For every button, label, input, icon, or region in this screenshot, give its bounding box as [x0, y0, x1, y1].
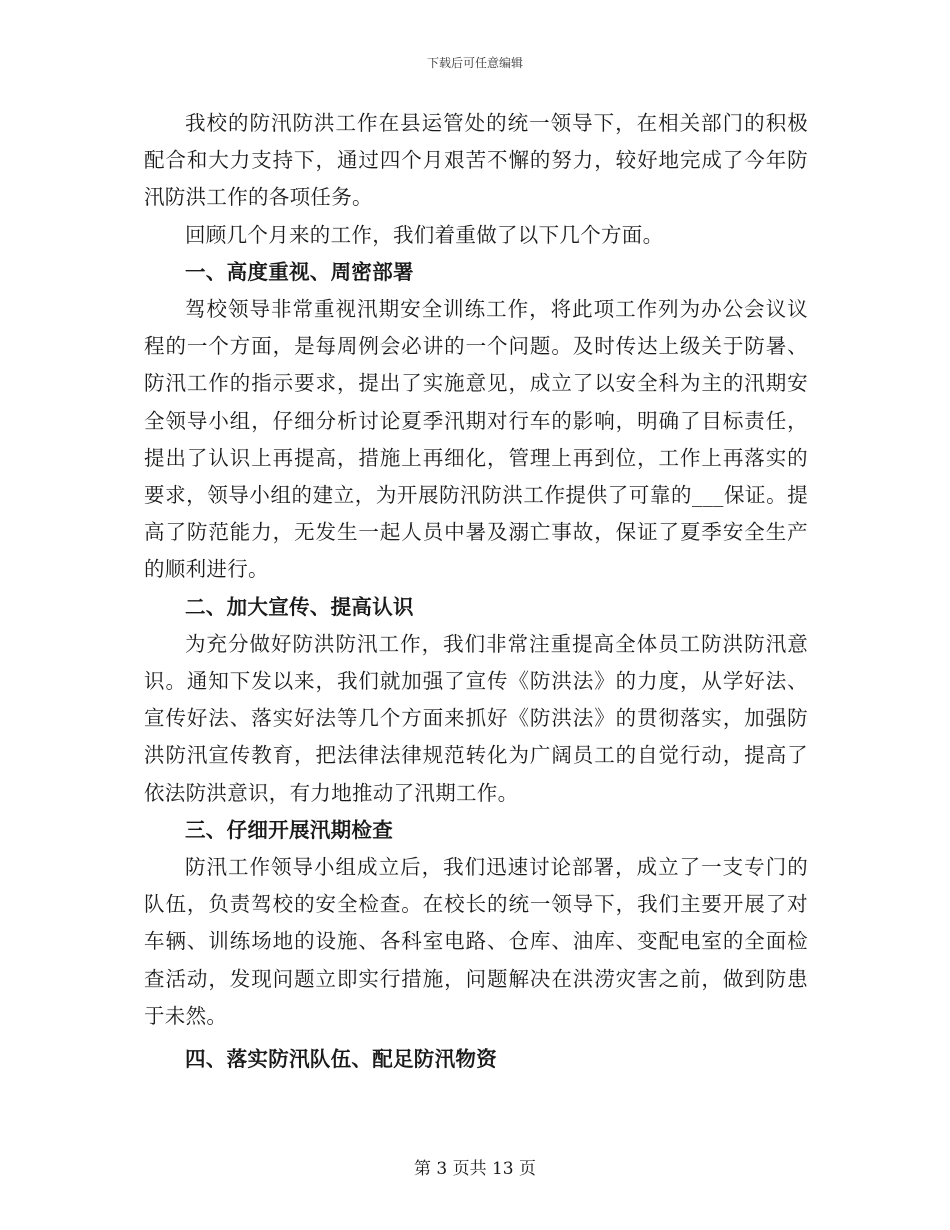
paragraph-section-3: 防汛工作领导小组成立后，我们迅速讨论部署，成立了一支专门的队伍，负责驾校的安全检查。在校长的统一领导下，我们主要开展了对车辆、训练场地的设施、各科室电路、仓库、油库、变配电室的全面检查活动，发现问题立即实行措施，问题解决在洪涝灾害之前，做到防患于未然。	[144, 855, 808, 1028]
paragraph-section-2: 为充分做好防洪防汛工作，我们非常注重提高全体员工防洪防汛意识。通知下发以来，我们就加强了宣传《防洪法》的力度，从学好法、宣传好法、落实好法等几个方面来抓好《防洪法》的贯彻落实，加强防洪防汛宣传教育，把法律法律规范转化为广阔员工的自觉行动，提高了依法防洪意识，有力地推动了汛期工作。	[144, 631, 808, 805]
section-heading-4: 四、落实防汛队伍、配足防汛物资	[185, 1047, 497, 1072]
paragraph-intro: 我校的防汛防洪工作在县运管处的统一领导下，在相关部门的积极配合和大力支持下，通过四个月艰苦不懈的努力，较好地完成了今年防汛防洪工作的各项任务。	[144, 111, 808, 210]
page-number: 第 3 页共 13 页	[413, 1159, 537, 1179]
paragraph-section-1: 驾校领导非常重视汛期安全训练工作，将此项工作列为办公会议议程的一个方面，是每周例会必讲的一个问题。及时传达上级关于防暑、防汛工作的指示要求，提出了实施意见，成立了以安全科为主的汛期安全领导小组，仔细分析讨论夏季汛期对行车的影响，明确了目标责任，提出了认识上再提高，措施上再细化，管理上再到位，工作上再落实的要求，领导小组的建立，为开展防汛防洪工作提供了可靠的___保证。提高了防范能力，无发生一起人员中暑及溺亡事故，保证了夏季安全生产的顺利进行。	[144, 297, 808, 582]
document-body	[144, 105, 808, 1078]
section-heading-1: 一、高度重视、周密部署	[185, 259, 414, 284]
paragraph-review: 回顾几个月来的工作，我们着重做了以下几个方面。	[185, 222, 664, 247]
section-heading-2: 二、加大宣传、提高认识	[185, 594, 414, 619]
section-heading-3: 三、仔细开展汛期检查	[185, 817, 393, 842]
header-note: 下载后可任意编辑	[426, 56, 523, 70]
